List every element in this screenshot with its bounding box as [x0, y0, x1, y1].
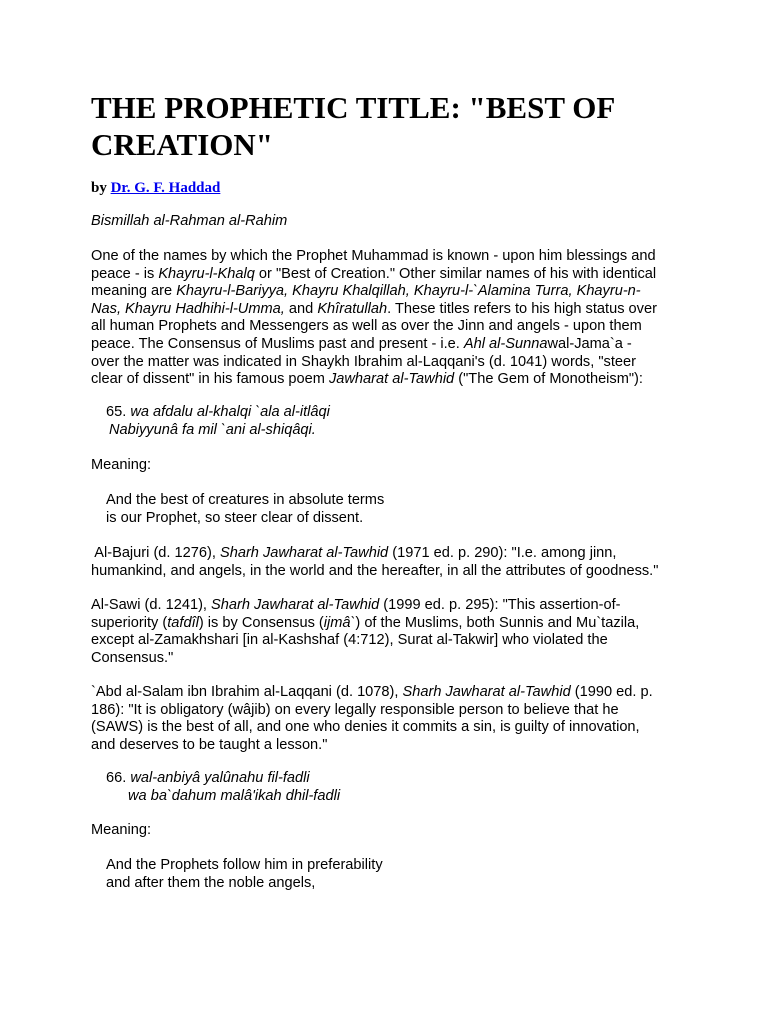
verse-65: 65. wa afdalu al-khalqi `ala al-itlâqi Nabiyyunâ fa mil `ani al-shiqâqi. — [106, 404, 330, 438]
verse-66: 66. wal-anbiyâ yalûnahu fil-fadli wa ba`dahum malâ'ikah dhil-fadli — [106, 770, 341, 804]
meaning-label-2: Meaning: — [91, 822, 152, 838]
meaning-label: Meaning: — [91, 457, 152, 473]
byline: by Dr. G. F. Haddad — [91, 180, 221, 196]
page-title: THE PROPHETIC TITLE: "BEST OF CREATION" — [91, 90, 615, 162]
author-link[interactable]: Dr. G. F. Haddad — [110, 180, 221, 196]
intro-paragraph: One of the names by which the Prophet Muhammad is known - upon him blessings and peace - is Khayru-l-Khalq or "Best of Creation." Other similar names of his with identical meaning are Khayru-l-Bariyya, Khayru Khalqillah, Khayru-l-`Alamina Turra, Khayru-n- Nas, Khayru Hadhihi-l-Umma, and Khîratullah. These titles refers to his high status over all human Prophets and Messengers as well as over the Jinn and angels - upon them peace. The Consensus of Muslims past and present - i.e. Ahl al-Sunnawal-Jama`a - over the matter was indicated in Shaykh Ibrahim al-Laqqani's (d. 1041) words, "steer clear of dissent" in his famous poem Jawharat al-Tawhid ("The Gem of Monotheism"): — [91, 248, 657, 388]
laqqani-quote: `Abd al-Salam ibn Ibrahim al-Laqqani (d. 1078), Sharh Jawharat al-Tawhid (1990 ed. p. 186): "It is obligatory (wâjib) on every legally responsible person to believe that he (SAWS) is the best of all, and one who denies it commits a sin, is guilty of innovation, and deserves to be taught a lesson." — [91, 684, 653, 753]
bajuri-quote: Al-Bajuri (d. 1276), Sharh Jawharat al-Tawhid (1971 ed. p. 290): "I.e. among jinn, humankind, and angels, in the world and the hereafter, in all the attributes of goodness." — [91, 545, 659, 579]
meaning-66: And the Prophets follow him in preferability and after them the noble angels, — [106, 857, 383, 891]
bismillah-line: Bismillah al-Rahman al-Rahim — [91, 213, 288, 229]
sawi-quote: Al-Sawi (d. 1241), Sharh Jawharat al-Tawhid (1999 ed. p. 295): "This assertion-of- superiority (tafdîl) is by Consensus (ijmâ`) of the Muslims, both Sunnis and Mu`tazila, except al-Zamakhshari [in al-Kashshaf (4:712), Surat al-Takwir] who violated the Consensus." — [91, 597, 640, 666]
meaning-65: And the best of creatures in absolute terms is our Prophet, so steer clear of dissent. — [106, 492, 385, 526]
